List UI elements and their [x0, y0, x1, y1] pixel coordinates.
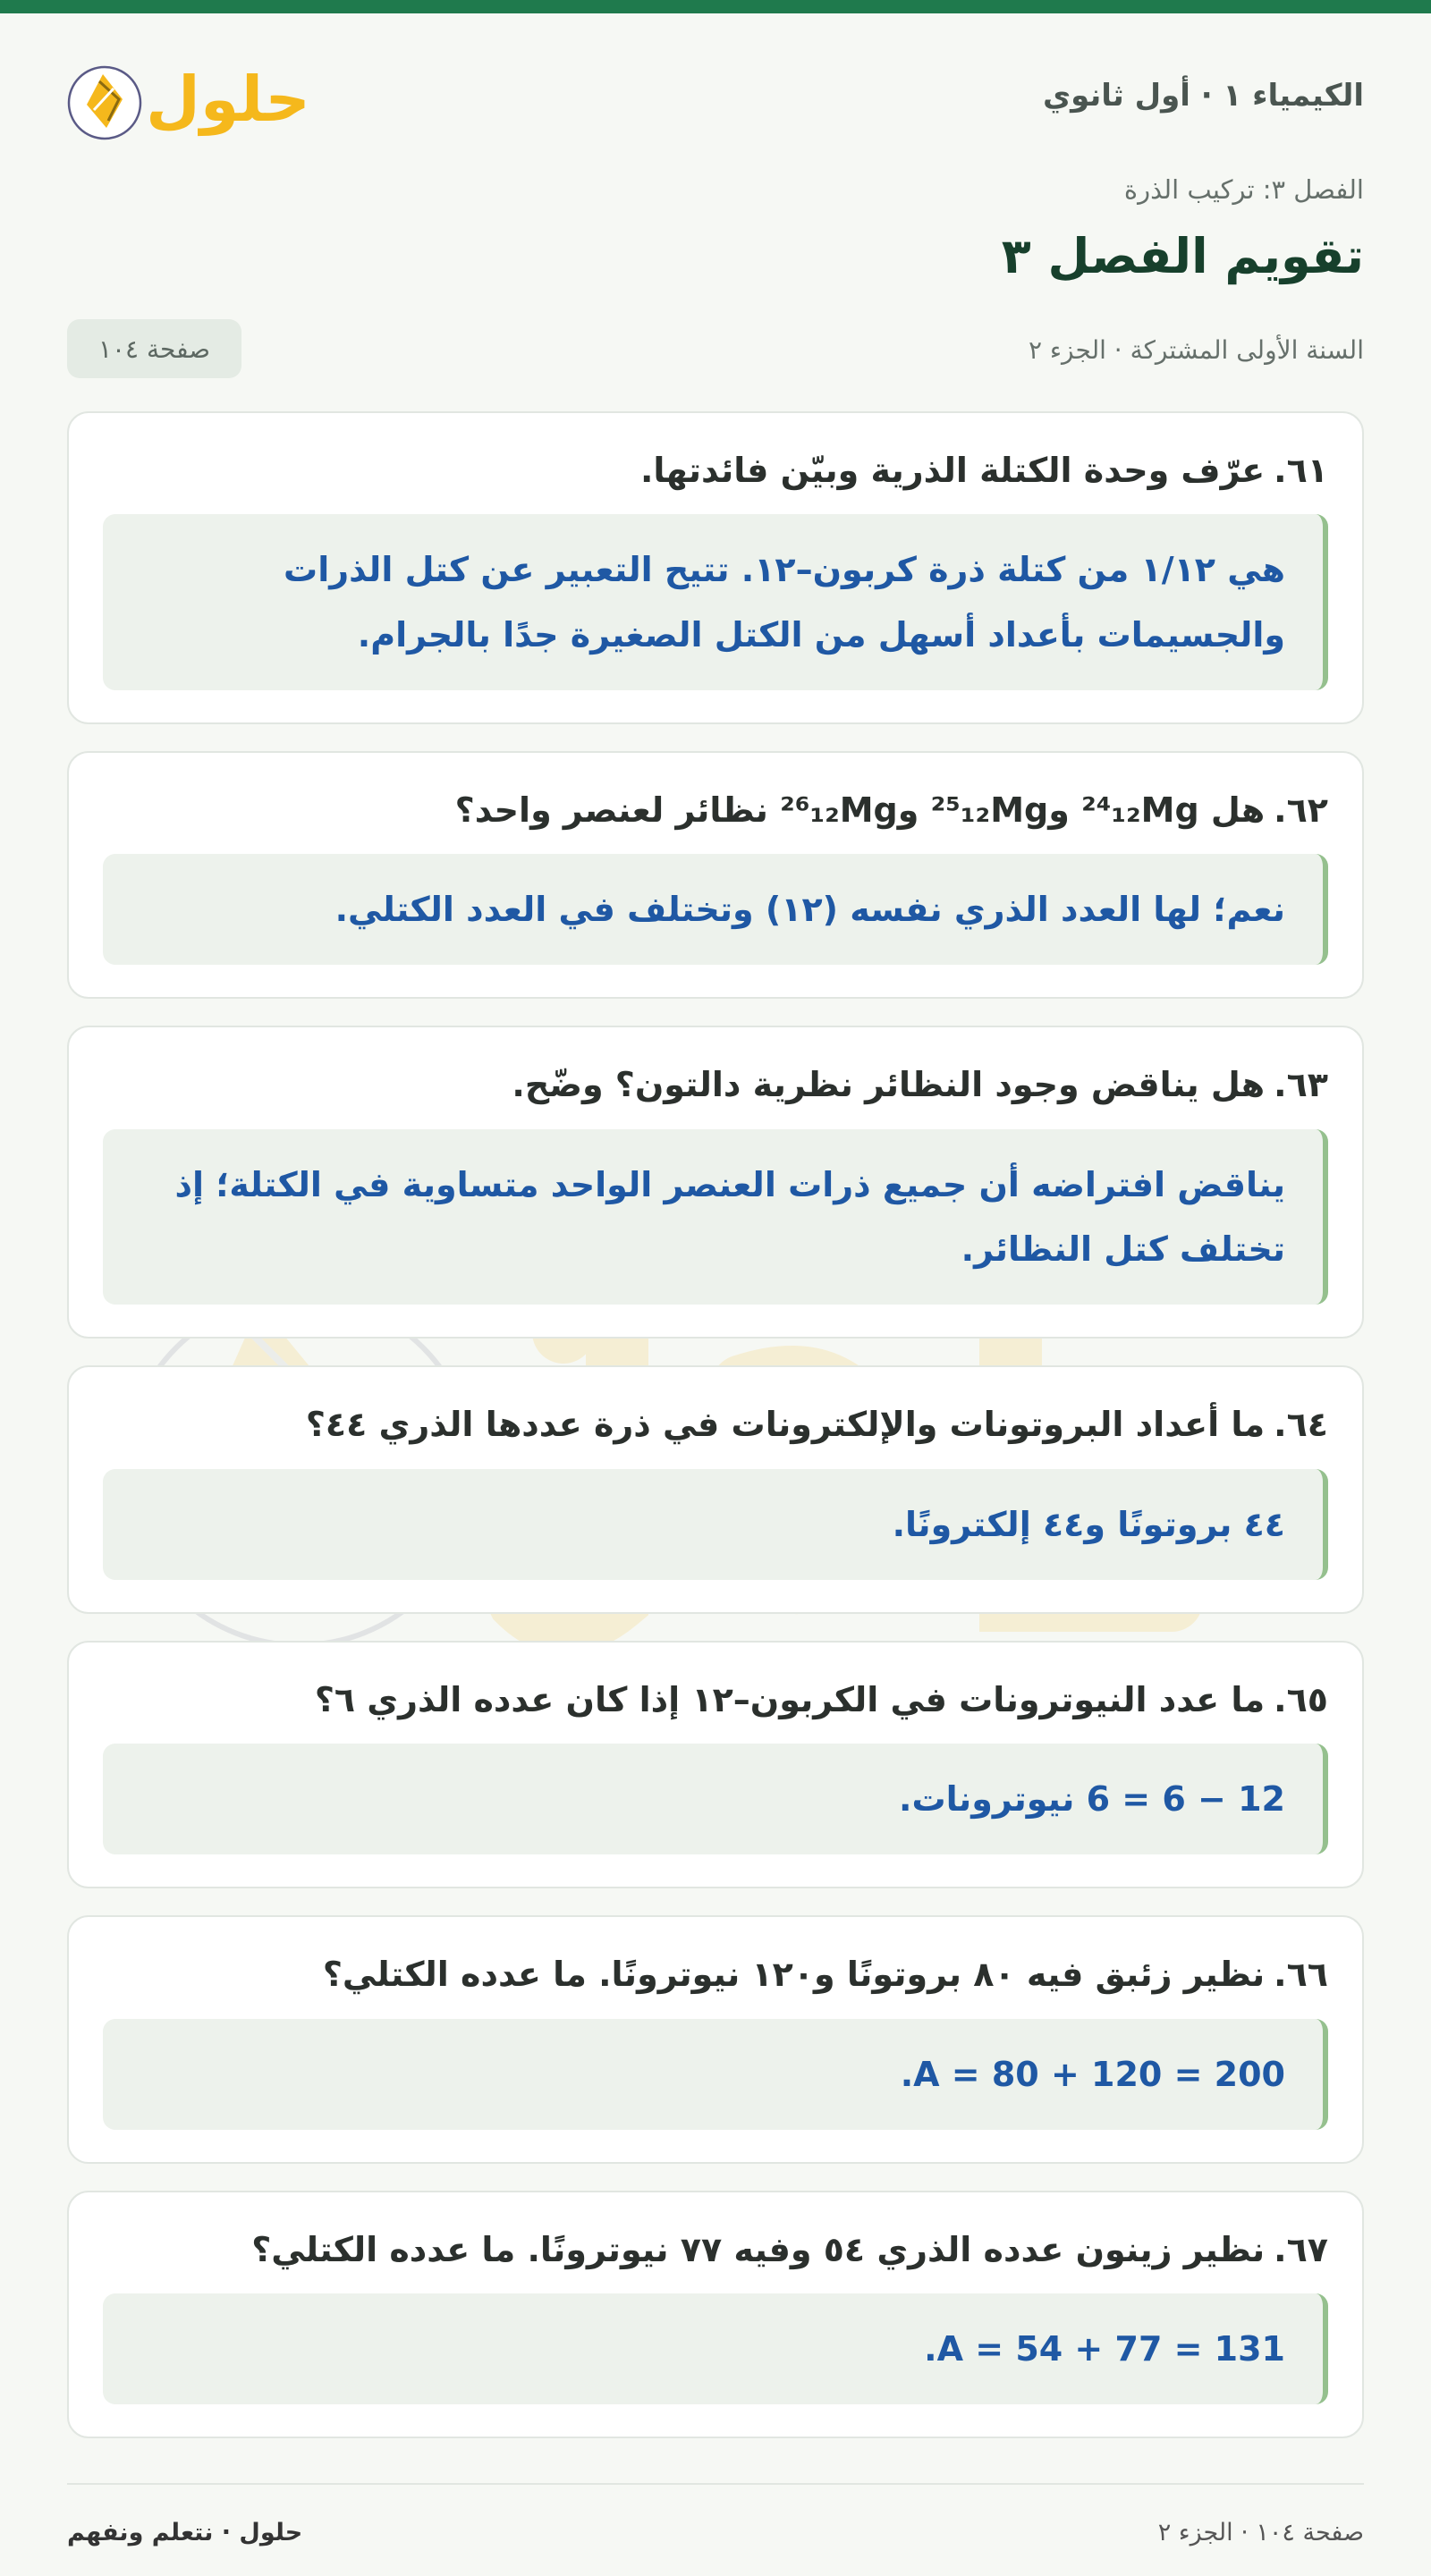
- question-text: [103, 1678, 1328, 1722]
- answer-box: نعم؛ لها العدد الذري نفسه (١٢) وتختلف في العدد الكتلي.: [103, 854, 1328, 965]
- question-text: [103, 789, 1328, 832]
- question-card: [67, 2191, 1364, 2439]
- question-card: [67, 751, 1364, 1000]
- question-body: عرّف وحدة الكتلة الذرية وبيّن فائدتها.: [639, 451, 1266, 490]
- answer-box: يناقض افتراضه أن جميع ذرات العنصر الواحد متساوية في الكتلة؛ إذ تختلف كتل النظائر.: [103, 1129, 1328, 1305]
- page-header: [67, 13, 1364, 365]
- question-number: ٦٤.: [1274, 1405, 1328, 1445]
- chapter-label: الفصل ٣: تركيب الذرة: [1123, 174, 1364, 205]
- footer-divider: [67, 2483, 1364, 2485]
- question-card: [67, 1641, 1364, 1889]
- hulul-logo: [67, 47, 318, 146]
- question-card: [67, 1915, 1364, 2164]
- question-body: نظير زينون عدده الذري ٥٤ وفيه ٧٧ نيوترونًا. ما عدده الكتلي؟: [251, 2229, 1266, 2269]
- answer-box: A = 54 + 77 = 131.: [103, 2293, 1328, 2404]
- question-number: ٦١.: [1274, 451, 1328, 490]
- question-body: هل يناقض وجود النظائر نظرية دالتون؟ وضّح.: [512, 1065, 1266, 1105]
- footer-page-info: صفحة ١٠٤ · الجزء ٢: [1157, 2519, 1364, 2546]
- page-title: تقويم الفصل ٣: [1001, 228, 1364, 284]
- question-body: هل ²⁴₁₂Mg و²⁵₁₂Mg و²⁶₁₂Mg نظائر لعنصر واحد؟: [454, 790, 1266, 830]
- question-text: [103, 1953, 1328, 1997]
- question-body: ما عدد النيوترونات في الكربون–١٢ إذا كان عدده الذري ٦؟: [314, 1679, 1266, 1719]
- question-body: نظير زئبق فيه ٨٠ بروتونًا و١٢٠ نيوترونًا. ما عدده الكتلي؟: [322, 1955, 1266, 1995]
- question-card: [67, 411, 1364, 724]
- question-text: [103, 449, 1328, 493]
- edition-subtitle: السنة الأولى المشتركة · الجزء ٢: [1028, 335, 1364, 365]
- answer-box: A = 80 + 120 = 200.: [103, 2019, 1328, 2130]
- question-card: [67, 1365, 1364, 1614]
- question-body: ما أعداد البروتونات والإلكترونات في ذرة عددها الذري ٤٤؟: [305, 1405, 1266, 1445]
- question-number: ٦٥.: [1274, 1679, 1328, 1719]
- top-accent-bar: [0, 0, 1431, 13]
- question-number: ٦٦.: [1274, 1955, 1328, 1995]
- answer-box: ٤٤ بروتونًا و٤٤ إلكترونًا.: [103, 1469, 1328, 1580]
- question-card: [67, 1026, 1364, 1339]
- page-number-badge: صفحة ١٠٤: [67, 319, 241, 378]
- questions-list: [67, 411, 1364, 2465]
- footer-brand: حلول · نتعلم ونفهم: [67, 2519, 303, 2546]
- answer-box: 12 − 6 = 6 نيوترونات.: [103, 1744, 1328, 1854]
- question-text: [103, 1063, 1328, 1107]
- question-text: [103, 1403, 1328, 1447]
- question-text: [103, 2228, 1328, 2272]
- course-title: الكيمياء ١ · أول ثانوي: [1043, 78, 1364, 114]
- page: [67, 13, 1364, 2576]
- answer-box: هي ١/١٢ من كتلة ذرة كربون–١٢. تتيح التعبير عن كتل الذرات والجسيمات بأعداد أسهل من الكتل الصغيرة جدًا بالجرام.: [103, 514, 1328, 689]
- question-number: ٦٣.: [1274, 1065, 1328, 1105]
- svg-text:حلول: حلول: [146, 63, 310, 136]
- question-number: ٦٢.: [1274, 790, 1328, 830]
- question-number: ٦٧.: [1274, 2229, 1328, 2269]
